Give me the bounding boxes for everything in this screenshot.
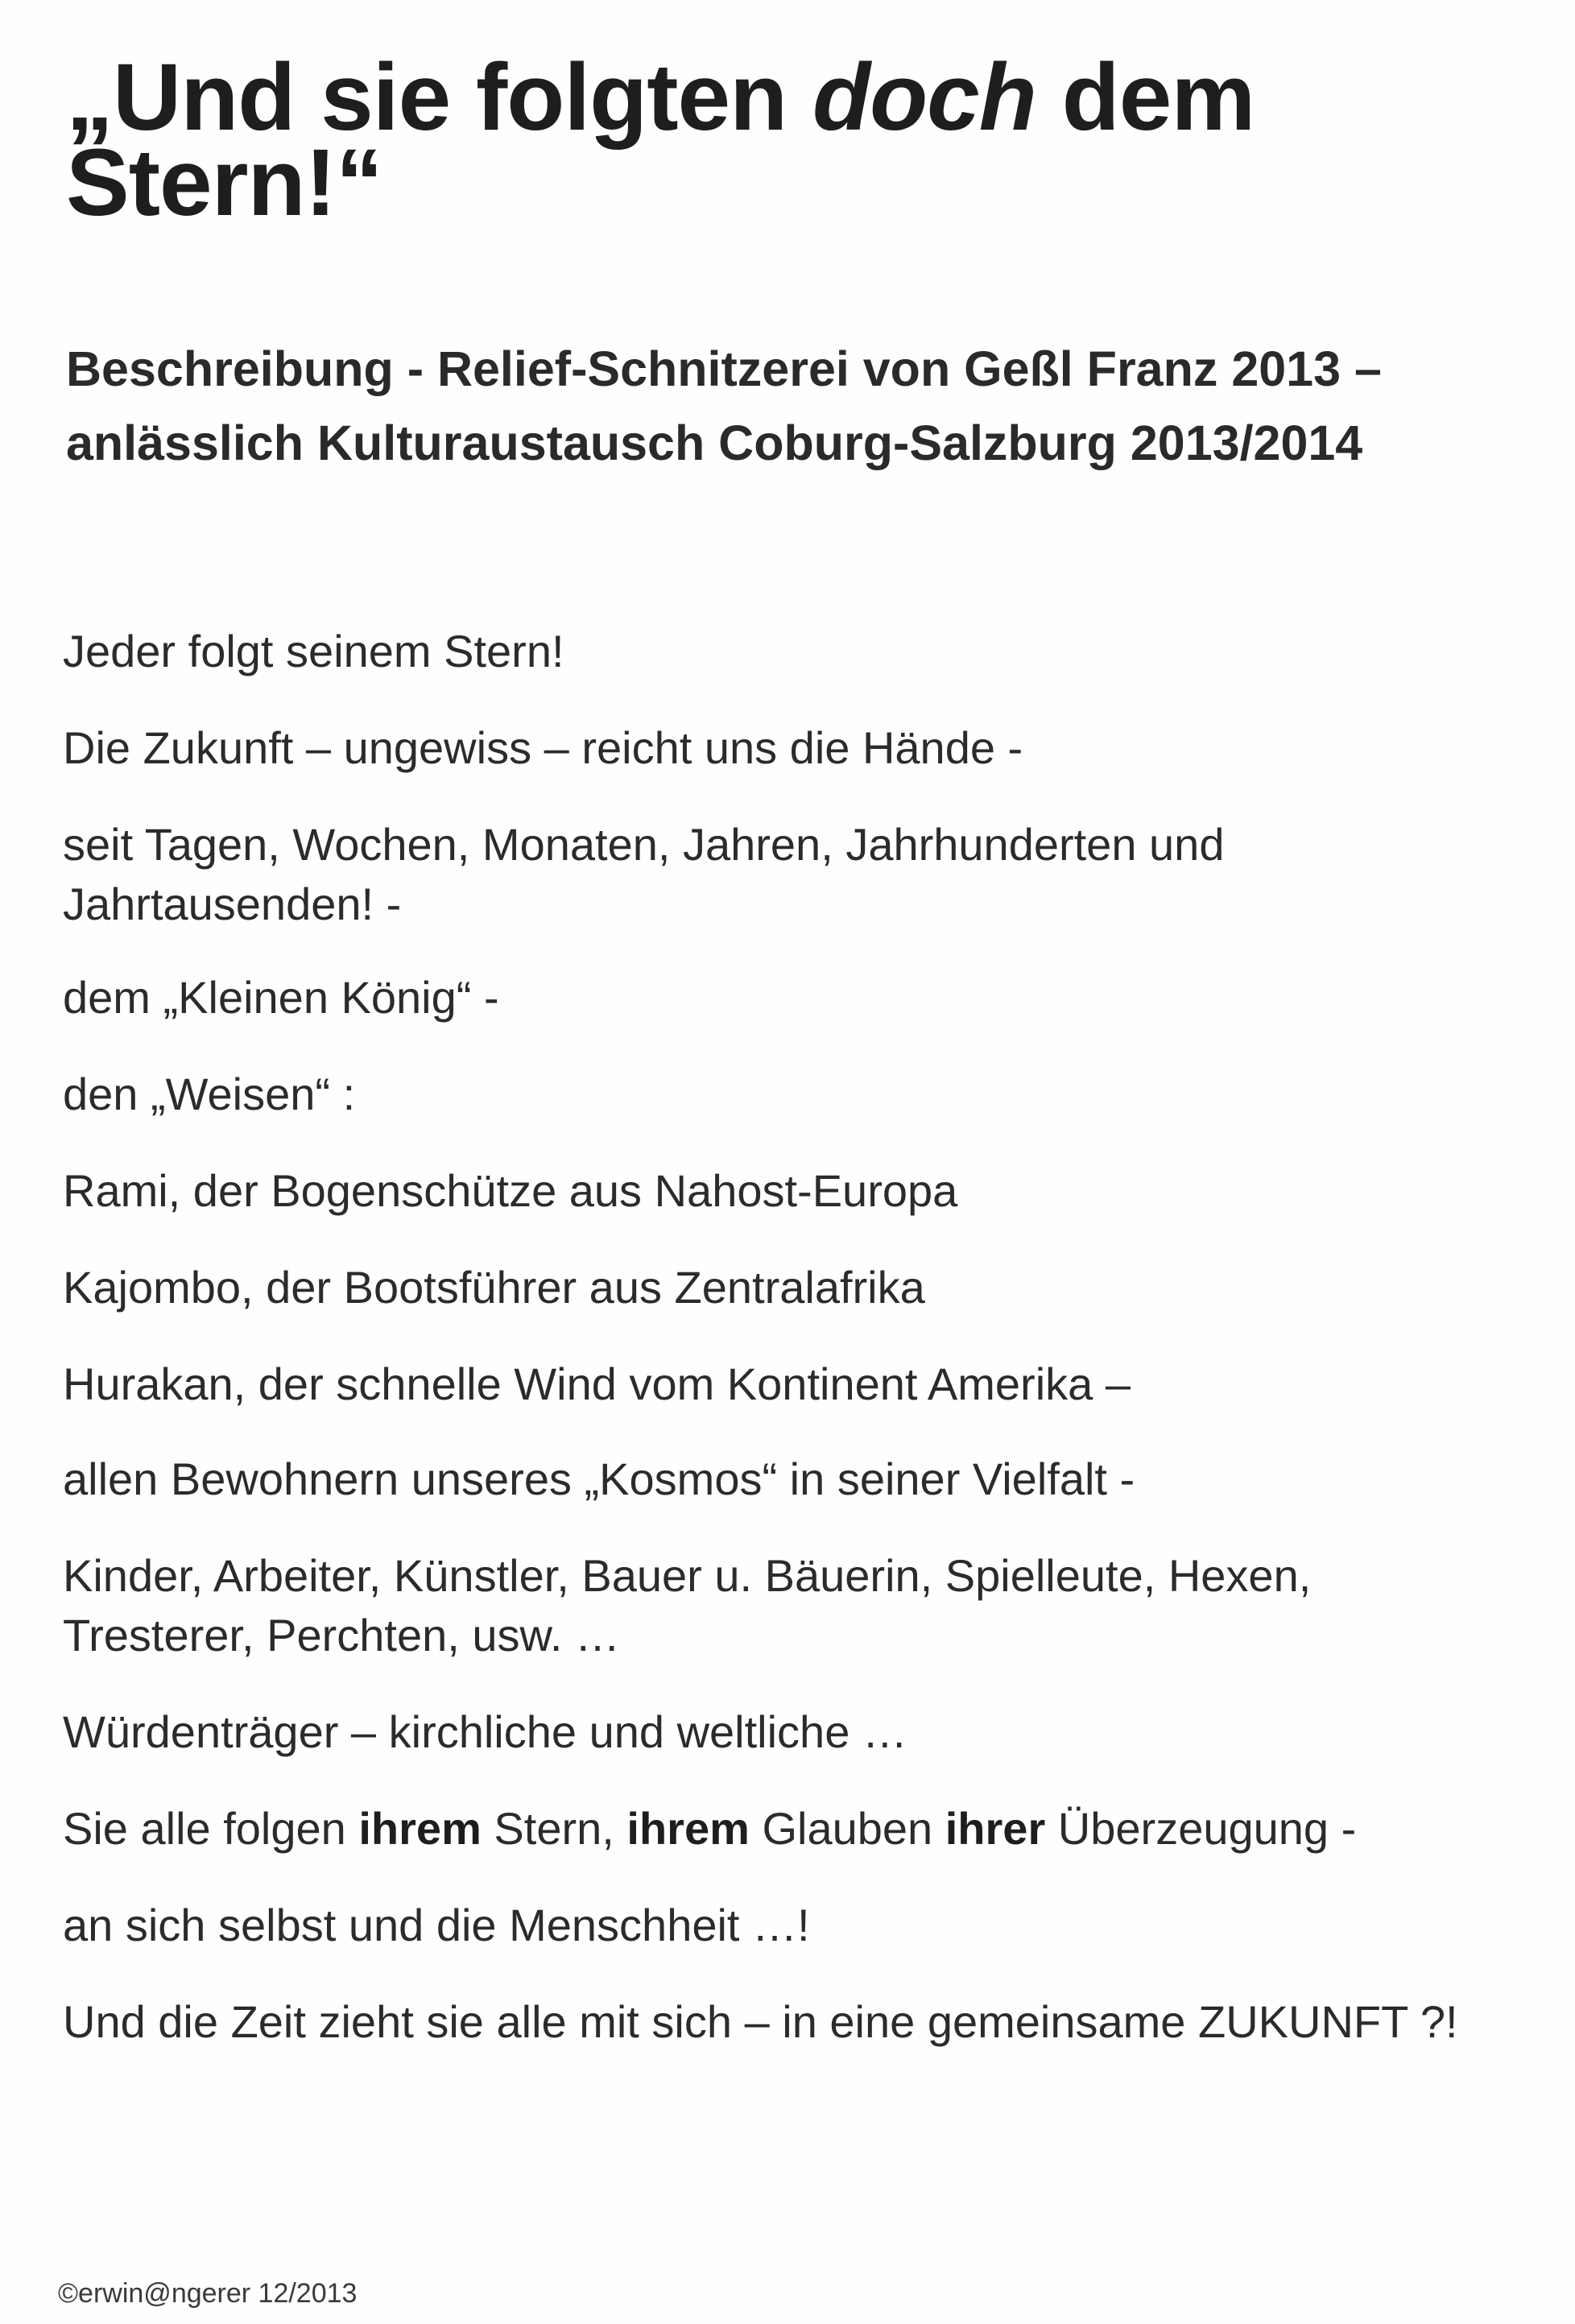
- poem-text: Stern,: [481, 1803, 627, 1854]
- poem-text: Überzeugung -: [1045, 1803, 1357, 1854]
- title-line-2: Stern!“: [66, 130, 382, 236]
- poem-line: seit Tagen, Wochen, Monaten, Jahren, Jahrhunderten und: [63, 819, 1225, 870]
- subtitle-line-1: Beschreibung - Relief-Schnitzerei von Geßl Franz 2013 –: [66, 341, 1382, 396]
- poem-line-emphasis: [63, 1799, 1356, 1859]
- poem-text: Glauben: [749, 1803, 945, 1854]
- poem-text: Sie alle folgen: [63, 1803, 359, 1854]
- title-part-2: dem: [1036, 44, 1255, 151]
- poem-line: Rami, der Bogenschütze aus Nahost-Europa: [63, 1165, 958, 1216]
- poem-line: an sich selbst und die Menschheit …!: [63, 1900, 810, 1950]
- copyright-footer: ©erwin@ngerer 12/2013: [58, 2278, 358, 2309]
- poem-line: Kajombo, der Bootsführer aus Zentralafrika: [63, 1262, 925, 1313]
- poem-line: dem „Kleinen König“ -: [63, 972, 499, 1023]
- poem-line: Hurakan, der schnelle Wind vom Kontinent Amerika –: [63, 1358, 1131, 1409]
- title-part-1: „Und sie folgten: [66, 44, 812, 151]
- emphasis-word: ihrem: [358, 1803, 482, 1854]
- document-title: [66, 44, 1499, 236]
- poem-line: Jahrtausenden! -: [63, 879, 402, 929]
- poem-line: Würdenträger – kirchliche und weltliche …: [63, 1706, 907, 1757]
- poem-line: Jeder folgt seinem Stern!: [63, 626, 564, 676]
- emphasis-word: ihrem: [626, 1803, 750, 1854]
- poem-line: Tresterer, Perchten, usw. …: [63, 1610, 620, 1660]
- poem-line: Kinder, Arbeiter, Künstler, Bauer u. Bäuerin, Spielleute, Hexen,: [63, 1550, 1312, 1601]
- poem-line: den „Weisen“ :: [63, 1069, 356, 1119]
- poem-line: Und die Zeit zieht sie alle mit sich – in eine gemeinsame ZUKUNFT ?!: [63, 1996, 1458, 2047]
- subtitle-line-2: anlässlich Kulturaustausch Coburg-Salzburg 2013/2014: [66, 416, 1363, 470]
- document-subtitle: [66, 332, 1540, 480]
- emphasis-word: ihrer: [945, 1803, 1046, 1854]
- poem-line: Die Zukunft – ungewiss – reicht uns die Hände -: [63, 722, 1023, 773]
- title-italic-word: doch: [812, 44, 1036, 151]
- poem-line: allen Bewohnern unseres „Kosmos“ in seiner Vielfalt -: [63, 1454, 1135, 1504]
